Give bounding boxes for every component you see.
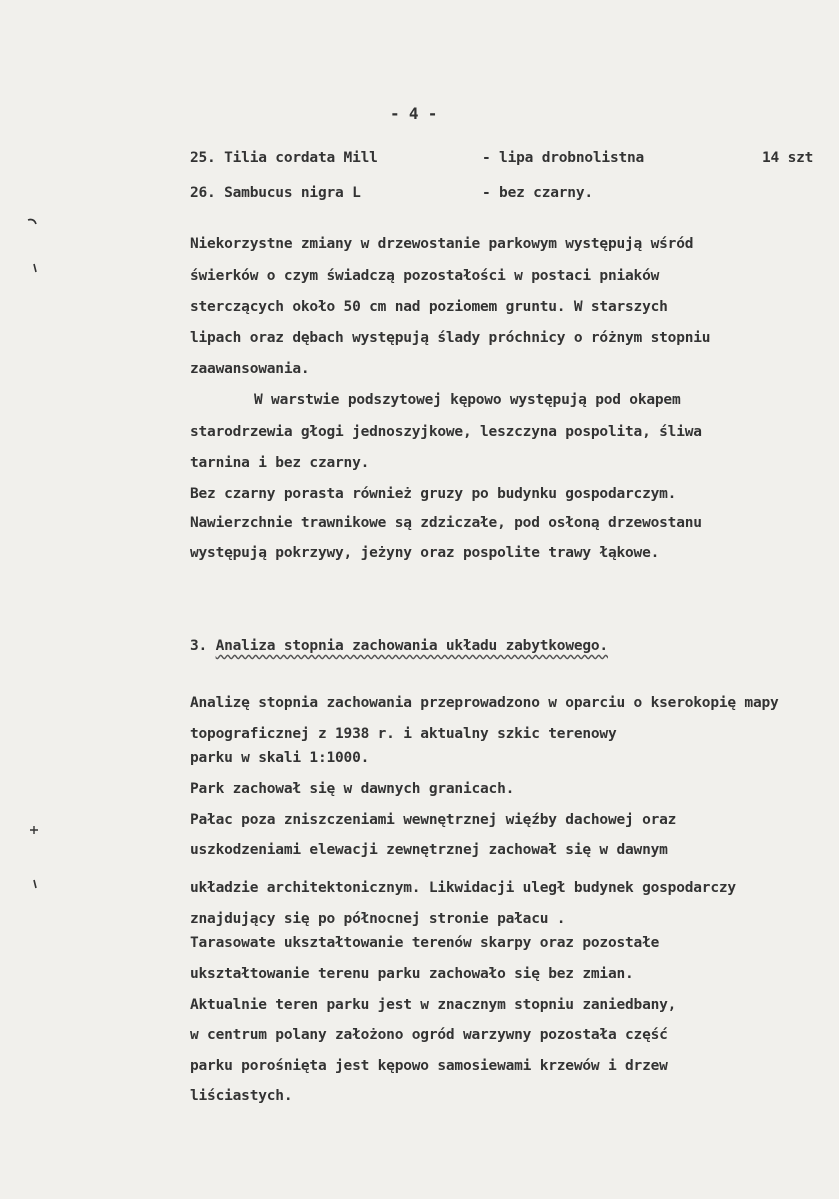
list-item bbox=[190, 150, 378, 166]
text-line: Aktualnie teren parku jest w znacznym stopniu zaniedbany, bbox=[190, 997, 677, 1013]
text-line: W warstwie podszytowej kępowo występują pod okapem bbox=[254, 392, 681, 408]
section-title: Analiza stopnia zachowania układu zabytkowego. bbox=[215, 638, 608, 654]
text-line: lipach oraz dębach występują ślady próchnicy o różnym stopniu bbox=[190, 330, 711, 346]
text-line: parku w skali 1:1000. bbox=[190, 750, 370, 766]
text-line: Park zachował się w dawnych granicach. bbox=[190, 781, 515, 797]
text-line: uszkodzeniami elewacji zewnętrznej zachował się w dawnym bbox=[190, 842, 668, 858]
species-polish-name: - lipa drobnolistna bbox=[482, 150, 645, 166]
binding-mark bbox=[30, 826, 38, 834]
text-line: świerków o czym świadczą pozostałości w postaci pniaków bbox=[190, 268, 660, 284]
text-line: parku porośnięta jest kępowo samosiewami krzewów i drzew bbox=[190, 1058, 668, 1074]
species-polish-name: - bez czarny. bbox=[482, 185, 593, 201]
text-line: Analizę stopnia zachowania przeprowadzono w oparciu o kserokopię mapy topograficznej z 1938 r. i aktualny szkic terenowy bbox=[190, 695, 779, 742]
binding-marks bbox=[26, 214, 40, 284]
binding-mark bbox=[28, 220, 36, 225]
text-line: liściastych. bbox=[190, 1088, 293, 1104]
binding-mark bbox=[34, 880, 36, 888]
text-line: starodrzewia głogi jednoszyjkowe, leszczyna pospolita, śliwa bbox=[190, 424, 702, 440]
binding-marks bbox=[28, 822, 42, 892]
species-number: 25. bbox=[190, 150, 216, 166]
species-latin-name: Tilia cordata Mill bbox=[224, 150, 378, 166]
text-line: Niekorzystne zmiany w drzewostanie parkowym występują wśród bbox=[190, 236, 694, 252]
text-line: w centrum polany założono ogród warzywny pozostała część bbox=[190, 1027, 668, 1043]
text-line bbox=[190, 688, 820, 750]
text-line: Pałac poza zniszczeniami wewnętrznej więźby dachowej oraz bbox=[190, 812, 677, 828]
text-line: układzie architektonicznym. Likwidacji uległ budynek gospodarczy znajdujący się po północnej stronie pałacu . bbox=[190, 880, 736, 927]
text-line: sterczących około 50 cm nad poziomem gruntu. W starszych bbox=[190, 299, 668, 315]
text-line: Nawierzchnie trawnikowe są zdziczałe, pod osłoną drzewostanu bbox=[190, 515, 702, 531]
text-line: ukształtowanie terenu parku zachowało się bez zmian. bbox=[190, 966, 634, 982]
text-line: występują pokrzywy, jeżyny oraz pospolite trawy łąkowe. bbox=[190, 545, 660, 561]
text-line: Bez czarny porasta również gruzy po budynku gospodarczym. bbox=[190, 486, 677, 502]
list-item bbox=[190, 185, 361, 201]
section-number: 3. bbox=[190, 638, 208, 654]
text-line: tarnina i bez czarny. bbox=[190, 455, 370, 471]
species-count: 14 szt bbox=[762, 150, 814, 166]
binding-mark bbox=[34, 264, 36, 272]
species-number: 26. bbox=[190, 185, 216, 201]
page-number: - 4 - bbox=[390, 104, 438, 123]
text-line: zaawansowania. bbox=[190, 361, 310, 377]
text-line: Tarasowate ukształtowanie terenów skarpy oraz pozostałe bbox=[190, 935, 660, 951]
section-heading bbox=[190, 638, 608, 654]
species-latin-name: Sambucus nigra L bbox=[224, 185, 361, 201]
